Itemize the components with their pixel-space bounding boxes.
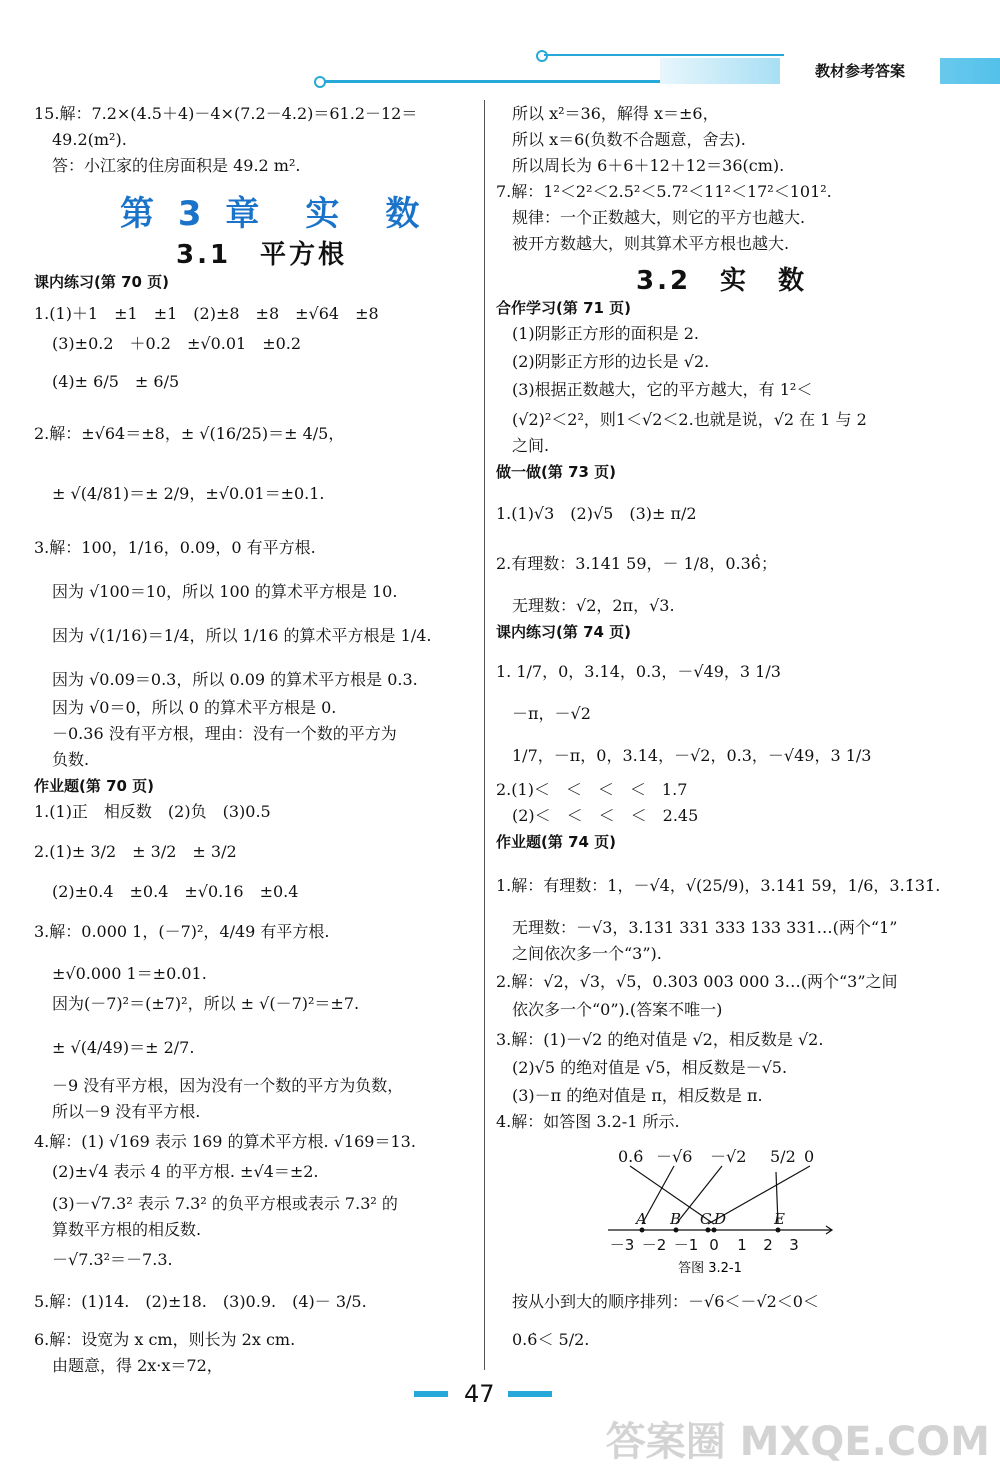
text-line: 15.解：7.2×(4.5＋4)－4×(7.2－4.2)＝61.2－12＝	[34, 104, 418, 123]
text-line: 0.6̇＜ 5/2.	[512, 1330, 590, 1349]
text-line: 因为 √(1/16)＝1/4，所以 1/16 的算术平方根是 1/4.	[52, 626, 432, 645]
text-line: 3.解：(1)－√2 的绝对值是 √2，相反数是 √2.	[496, 1030, 824, 1049]
text-line: (3)±0.2 ＋0.2 ±√0.01 ±0.2	[52, 334, 302, 353]
text-line: 之间.	[512, 436, 550, 455]
section-heading: 课内练习(第 70 页)	[34, 273, 170, 291]
text-line: 之间依次多一个“3”).	[512, 944, 662, 963]
text-line: (2)±√4 表示 4 的平方根. ±√4＝±2.	[52, 1162, 319, 1181]
page-number: 47	[464, 1380, 495, 1408]
text-line: －π，－√2	[512, 704, 591, 723]
text-line: 被开方数越大，则其算术平方根也越大.	[512, 234, 790, 253]
text-line: 所以周长为 6＋6＋12＋12＝36(cm).	[512, 156, 785, 175]
text-line: (4)± 6/5 ± 6/5	[52, 372, 180, 391]
fig-tick: －2	[641, 1236, 667, 1254]
text-line: 2.(1)± 3/2 ± 3/2 ± 3/2	[34, 842, 237, 861]
text-line: 无理数：－√3，3.131 331 333 133 331…(两个“1”	[512, 918, 898, 937]
number-line-figure	[600, 1138, 840, 1278]
chapter-title: 第 3 章 实 数	[120, 194, 426, 234]
text-line: －0.36 没有平方根，理由：没有一个数的平方为	[52, 724, 397, 743]
text-line: 1.(1)＋1 ±1 ±1 (2)±8 ±8 ±√64 ±8	[34, 304, 379, 323]
text-line: ± √(4/49)＝± 2/7.	[52, 1038, 195, 1057]
header-label: 教材参考答案	[780, 58, 940, 84]
text-line: (1)阴影正方形的面积是 2.	[512, 324, 700, 343]
text-line: (2)±0.4 ±0.4 ±√0.16 ±0.4	[52, 882, 299, 901]
figure-caption: 答图 3.2-1	[678, 1261, 742, 1276]
text-line: ±√0.000 1＝±0.01.	[52, 964, 207, 983]
text-line: 1.(1)√3 (2)√5 (3)± π/2	[496, 504, 697, 523]
text-line: 答：小江家的住房面积是 49.2 m².	[52, 156, 301, 175]
fig-label-5-2: 5/2	[770, 1147, 796, 1166]
header-dot-icon	[536, 50, 548, 62]
text-line: 规律：一个正数越大，则它的平方也越大.	[512, 208, 806, 227]
section-heading: 作业题(第 70 页)	[34, 777, 155, 795]
fig-tick: 1	[737, 1236, 747, 1254]
text-line: (2)＜ ＜ ＜ ＜ 2.45	[512, 806, 699, 825]
text-line: 依次多一个“0”).(答案不唯一)	[512, 1000, 723, 1019]
header-dot-icon	[314, 76, 326, 88]
section-heading: 课内练习(第 74 页)	[496, 623, 632, 641]
text-line: 2.有理数：3.141 59，－ 1/8，0.36̇̇；	[496, 554, 777, 573]
text-line: 3.解：0.000 1，(－7)²，4/49 有平方根.	[34, 922, 330, 941]
text-line: 6.解：设宽为 x cm，则长为 2x cm.	[34, 1330, 296, 1349]
section-heading: 作业题(第 74 页)	[496, 833, 617, 851]
text-line: 按从小到大的顺序排列：－√6＜－√2＜0＜	[512, 1292, 819, 1311]
text-line: 2.(1)＜ ＜ ＜ ＜ 1.7	[496, 780, 688, 799]
fig-label-06: 0.6̇	[618, 1147, 644, 1166]
header-rule-upper	[544, 54, 784, 56]
fig-point-c: C	[700, 1210, 712, 1228]
text-line: 算数平方根的相反数.	[52, 1220, 202, 1239]
text-line: ± √(4/81)＝± 2/9，±√0.01＝±0.1.	[52, 484, 325, 503]
text-line: 负数.	[52, 750, 90, 769]
text-line: 1/7，－π，0，3.14，－√2，0.3，－√49，3 1/3	[512, 746, 872, 765]
fig-label-neg-sqrt6: －√6	[656, 1147, 693, 1166]
text-line: 49.2(m²).	[52, 130, 127, 149]
footer-bar-right	[508, 1391, 552, 1397]
text-line: 因为 √100＝10，所以 100 的算术平方根是 10.	[52, 582, 398, 601]
fig-point-a: A	[636, 1210, 647, 1228]
watermark-logo: 答案圈 MXQE.COM	[605, 1419, 990, 1465]
text-line: (2)√5 的绝对值是 √5，相反数是－√5.	[512, 1058, 788, 1077]
fig-tick: 0	[709, 1236, 719, 1254]
text-line: 无理数：√2，2π，√3.	[512, 596, 675, 615]
text-line: (3)根据正数越大，它的平方越大，有 1²＜	[512, 380, 813, 399]
text-line: 因为 √0＝0，所以 0 的算术平方根是 0.	[52, 698, 337, 717]
text-line: (2)阴影正方形的边长是 √2.	[512, 352, 710, 371]
fig-point-d: D	[714, 1210, 727, 1228]
text-line: 4.解：(1) √169 表示 169 的算术平方根. √169＝13.	[34, 1132, 416, 1151]
text-line: 由题意，得 2x·x＝72，	[52, 1356, 223, 1375]
footer-bar-left	[414, 1391, 448, 1397]
text-line: 所以 x²＝36，解得 x＝±6，	[512, 104, 719, 123]
text-line: 7.解：1²＜2²＜2.5²＜5.7²＜11²＜17²＜101².	[496, 182, 832, 201]
text-line: (√2)²＜2²，则1＜√2＜2.也就是说，√2 在 1 与 2	[512, 410, 867, 429]
fig-label-neg-sqrt2: －√2	[710, 1147, 747, 1166]
fig-point-e: E	[774, 1210, 785, 1228]
text-line: －9 没有平方根，因为没有一个数的平方为负数，	[52, 1076, 404, 1095]
text-line: 1.(1)正 相反数 (2)负 (3)0.5	[34, 802, 271, 821]
column-divider	[484, 100, 485, 1370]
text-line: 所以 x＝6(负数不合题意，舍去).	[512, 130, 746, 149]
fig-tick: －1	[673, 1236, 699, 1254]
fig-point-b: B	[670, 1210, 682, 1228]
text-line: 1.解：有理数：1，－√4，√(25/9)，3.141 59，1/6，3.1̇31̇.	[496, 876, 941, 895]
text-line: (3)－π 的绝对值是 π，相反数是 π.	[512, 1086, 763, 1105]
text-line: 3.解：100，1/16，0.09，0 有平方根.	[34, 538, 316, 557]
section-heading: 合作学习(第 71 页)	[496, 299, 632, 317]
fig-label-0: 0	[804, 1147, 815, 1166]
text-line: 2.解：√2，√3，√5，0.303 003 000 3…(两个“3”之间	[496, 972, 898, 991]
fig-tick: 2	[763, 1236, 773, 1254]
text-line: 因为 √0.09＝0.3，所以 0.09 的算术平方根是 0.3.	[52, 670, 418, 689]
text-line: 1. 1/7，0，3.14，0.3，－√49，3 1/3	[496, 662, 781, 681]
text-line: (3)－√7.3² 表示 7.3² 的负平方根或表示 7.3² 的	[52, 1194, 398, 1213]
text-line: 4.解：如答图 3.2-1 所示.	[496, 1112, 680, 1131]
text-line: 5.解：(1)14. (2)±18. (3)0.9. (4)－ 3/5.	[34, 1292, 367, 1311]
text-line: 2.解：±√64＝±8，± √(16/25)＝± 4/5，	[34, 424, 345, 443]
text-line: 所以－9 没有平方根.	[52, 1102, 201, 1121]
section-title-2: 3.2 实 数	[636, 266, 808, 296]
section-title: 3.1 平方根	[176, 240, 348, 270]
fig-tick: 3	[789, 1236, 799, 1254]
text-line: －√7.3²＝－7.3.	[52, 1250, 173, 1269]
section-heading: 做一做(第 73 页)	[496, 463, 617, 481]
fig-tick: －3	[609, 1236, 635, 1254]
text-line: 因为(－7)²＝(±7)²，所以 ± √(－7)²＝±7.	[52, 994, 360, 1013]
